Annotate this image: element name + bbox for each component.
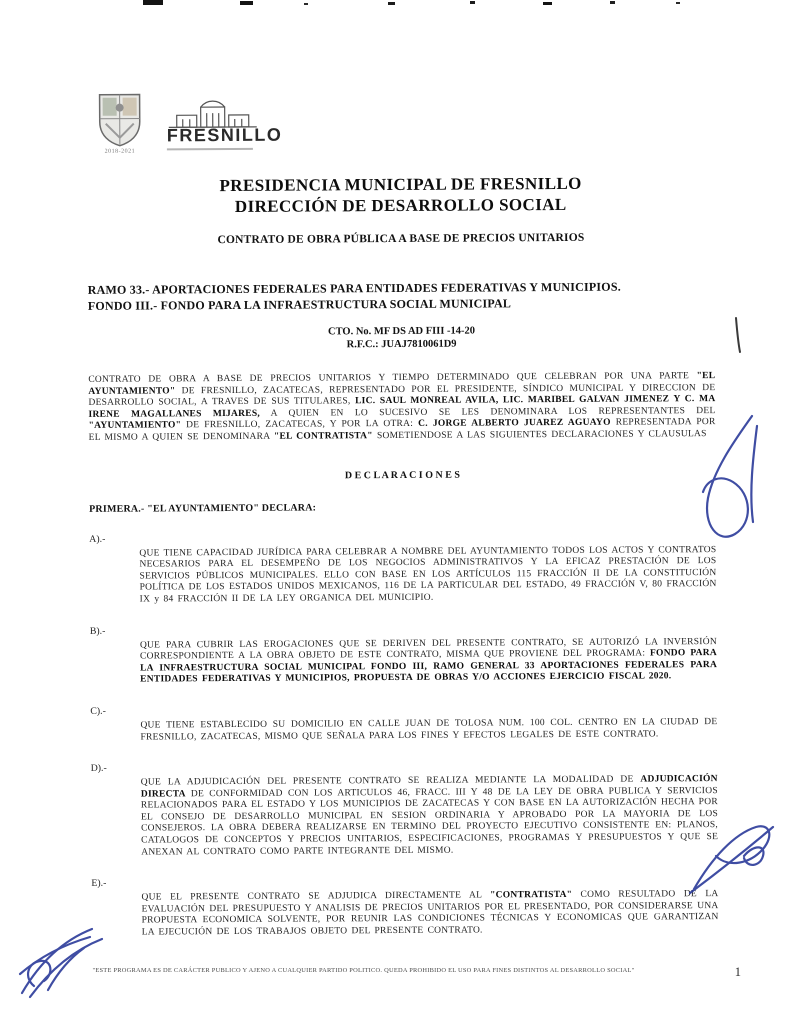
crest-shield-icon [97,92,143,148]
fresnillo-wordmark: FRESNILLO [166,124,283,146]
program-line2: FONDO III.- FONDO PARA LA INFRAESTRUCTURA SOCIAL MUNICIPAL [87,295,512,313]
clause-label: B).- [89,625,106,637]
program-line1: RAMO 33.- APORTACIONES FEDERALES PARA ENTIDADES FEDERATIVAS Y MUNICIPIOS. [87,279,621,297]
clause-label: A).- [89,533,106,545]
intro-segment: DE FRESNILLO, ZACATECAS, REPRESENTADO POR EL PRESIDENTE, SÍNDICO MUNICIPAL Y DIRECCION DE DESARROLLO SOCIAL, A TRAVES DE SUS TITULARES, [88,382,716,409]
intro-segment: REPRESENTADA POR EL MISMO A QUIEN SE DENOMINARA [88,417,716,443]
clause-segment: QUE TIENE ESTABLECIDO SU DOMICILIO EN CALLE JUAN DE TOLOSA NUM. 100 COL. CENTRO EN LA CIUDAD DE FRESNILLO, ZACATECAS, MISMO QUE SEÑALA PARA LOS FINES Y EFECTOS LEGALES DE ESTE CONTRATO. [140,716,718,743]
clause-text [90,717,717,744]
clause-label: C).- [90,705,106,717]
doc-subtitle: CONTRATO DE OBRA PÚBLICA A BASE DE PRECIOS UNITARIOS [217,231,585,247]
clause-segment-bold: ADJUDICACIÓN DIRECTA [140,774,718,800]
clause-text [91,774,718,859]
program-heading [88,279,715,314]
clause-segment: QUE EL PRESENTE CONTRATO SE ADJUDICA DIRECTAMENTE AL [141,890,491,903]
page-footer [70,967,657,974]
clause-segment-bold: "CONTRATISTA" [490,890,573,901]
clause-label: D).- [90,762,107,774]
crest-caption: 2018-2021 [104,148,136,155]
clause-d [91,759,719,859]
rfc-number: R.F.C.: JUAJ7810061D9 [346,338,457,351]
fresnillo-logo [167,99,283,151]
intro-segment-bold: "AYUNTAMIENTO" [88,420,182,432]
intro-segment-bold: "EL AYUNTAMIENTO" [88,371,716,397]
clause-text [91,889,718,939]
clause-segment: QUE LA ADJUDICACIÓN DEL PRESENTE CONTRATO SE REALIZA MEDIANTE LA MODALIDAD DE [140,774,641,788]
contract-reference [88,323,715,353]
clause-segment-bold: FONDO PARA LA INFRAESTRUCTURA SOCIAL MUNICIPAL FONDO III, RAMO GENERAL 33 APORTACIONES FEDERALES PARA ENTIDADES FEDERATIVAS Y MUNICIPIOS, PROPUESTA DE OBRAS Y/O ACCIONES EJERCICIO FISCAL 2020. [140,648,718,685]
clause-b [90,622,717,687]
intro-paragraph [88,371,715,444]
clause-segment: DE CONFORMIDAD CON LOS ARTICULOS 46, FRACC. III Y 48 DE LA LEY DE OBRA PUBLICA Y SERVICIOS RELACIONADOS PARA EL ESTADO Y LOS MUNICIPIOS DE ZACATECAS Y CON BASE EN LA AUTORIZACIÓN HECHA POR EL CONSEJO DE DESARROLLO MUNICIPAL EN SESION ORDINARIA Y APROBADO POR LA MAYORIA DE LOS CONSEJEROS. LA OBRA DEBERA REALIZARSE EN TERMINO DEL PROYECTO EJECUTIVO CONSISTENTE EN: PLANOS, CATALOGOS DE CONCEPTOS Y PRECIOS UNITARIOS, ESPECIFICACIONES, PROGRAMAS Y PRESUPUESTOS Y QUE SE ANEXAN AL CONTRATO COMO PARTE INTEGRANTE DEL MISMO. [140,785,719,858]
municipal-crest-logo [93,92,147,155]
intro-segment: CONTRATO DE OBRA A BASE DE PRECIOS UNITARIOS Y TIEMPO DETERMINADO QUE CELEBRAN POR UNA PARTE [88,371,697,385]
footer-disclaimer: "ESTE PROGRAMA ES DE CARÁCTER PUBLICO Y AJENO A CUALQUIER PARTIDO POLITICO. QUEDA PROHIBIDO EL USO PARA FINES DISTINTOS AL DESARROLLO SOCIAL" [92,967,635,974]
primera-heading: PRIMERA.- "EL AYUNTAMIENTO" DECLARA: [89,502,317,515]
declaraciones-heading: D E C L A R A C I O N E S [344,469,460,481]
doc-title-line1: PRESIDENCIA MUNICIPAL DE FRESNILLO [219,173,582,196]
clause-segment: COMO RESULTADO DE LA EVALUACIÓN DEL PRESUPUESTO Y ANALISIS DE PRECIOS UNITARIOS POR EL PRESENTADO, POR CONSIDERARSE UNA PROPUESTA ECONOMICA SOLVENTE, POR REUNIR LAS CONDICIONES TÉCNICAS Y ECONOMICAS QUE GARANTIZAN LA EJECUCIÓN DE LOS TRABAJOS OBJETO DEL PRESENTE CONTRATO. [141,889,719,938]
clause-text [89,545,716,607]
clause-text [90,637,717,687]
clause-a [89,530,716,607]
intro-segment-bold: LIC. SAUL MONREAL AVILA, LIC. MARIBEL GALVAN JIMENEZ Y C. MA IRENE MAGALLANES MIJARES, [88,394,716,420]
intro-segment: DE FRESNILLO, ZACATECAS, Y POR LA OTRA: [181,419,419,431]
clause-segment: QUE TIENE CAPACIDAD JURÍDICA PARA CELEBRAR A NOMBRE DEL AYUNTAMIENTO TODOS LOS ACTOS Y CONTRATOS NECESARIOS PARA EL DESEMPEÑO DE LOS NEGOCIOS ADMINISTRATIVOS Y LA EFICAZ PRESTACIÓN DE LOS SERVICIOS PÚBLICOS MUNICIPALES. ELLO CON BASE EN LOS ARTÍCULOS 115 FRACCIÓN II DE LA CONSTITUCIÓN POLÍTICA DE LOS ESTADOS UNIDOS MEXICANOS, 116 DE LA PARTICULAR DEL ESTADO, 49 FRACCIÓN V, 80 FRACCIÓN IX y 84 FRACCIÓN II DE LA LEY ORGANICA DEL MUNICIPIO. [139,544,717,605]
clause-label: E).- [91,878,107,890]
contract-number: CTO. No. MF DS AD FIII -14-20 [327,325,476,338]
doc-title-line2: DIRECCIÓN DE DESARROLLO SOCIAL [234,194,567,216]
intro-segment-bold: "EL CONTRATISTA" [273,431,373,442]
clause-c [90,702,717,744]
page-number: 1 [734,965,741,979]
clause-segment: QUE PARA CUBRIR LAS EROGACIONES QUE SE DERIVEN DEL PRESENTE CONTRATO, SE AUTORIZÓ LA INVERSIÓN CORRESPONDIENTE A LA OBRA OBJETO DE ESTE CONTRATO, MISMA QUE PROVIENE DEL PROGRAMA: [139,636,717,662]
intro-segment: A QUIEN EN LO SUCESIVO SE LES DENOMINARA LOS REPRESENTANTES DEL [259,405,716,419]
fresnillo-logo-tagline [167,148,253,151]
intro-segment-bold: C. JORGE ALBERTO JUAREZ AGUAYO [418,418,611,430]
clause-e [91,874,718,939]
header-logos [93,88,714,164]
intro-segment: SOMETIENDOSE A LAS SIGUIENTES DECLARACIONES Y CLAUSULAS [372,429,707,442]
